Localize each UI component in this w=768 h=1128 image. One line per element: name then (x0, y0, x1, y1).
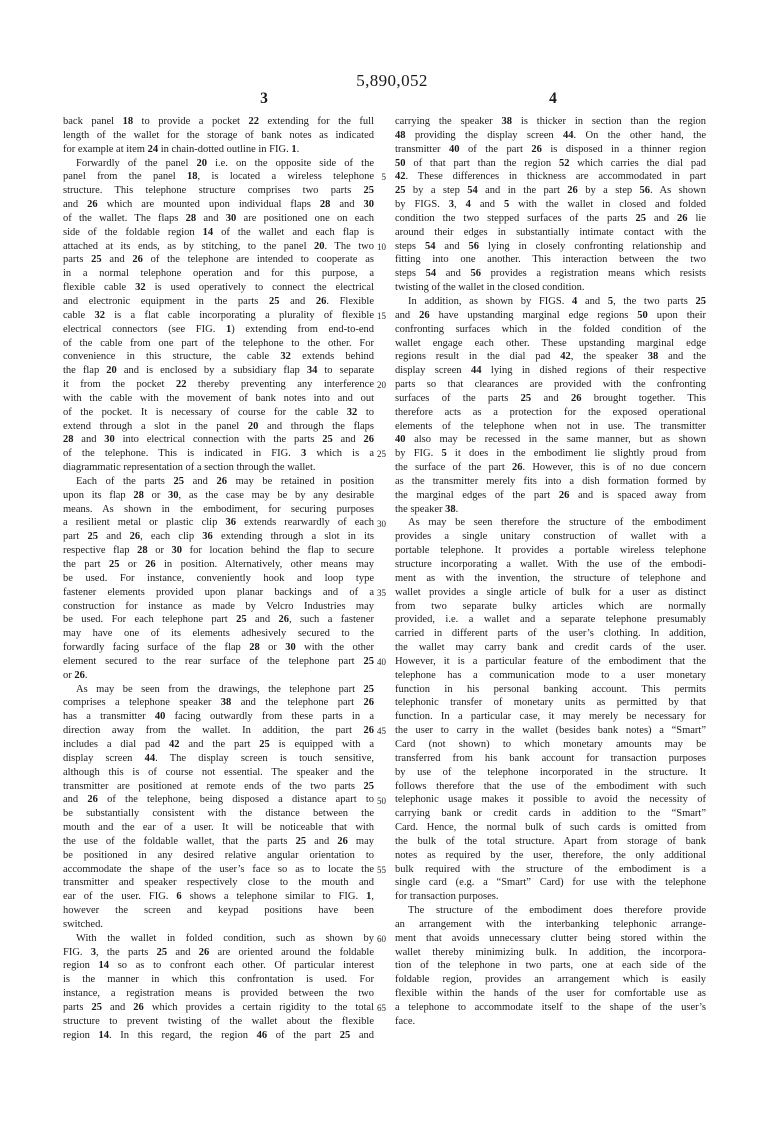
gutter-line-number: 10 (377, 241, 386, 252)
text-line: wallet engage each other. These upstanding marginal edge (395, 337, 706, 349)
text-line: wallet provides a single article of bulk for a user as distinct (395, 586, 706, 598)
text-line: 48 providing the display screen 44. On the other hand, the (395, 129, 706, 141)
text-line: the flap 20 and is enclosed by a subsidiary flap 34 to separate (63, 365, 374, 377)
gutter-line-number: 50 (377, 795, 386, 806)
text-line: 40 also may be recessed in the same manner, but as shown (395, 434, 706, 446)
text-line: accommodate the shape of the user’s face so as to locate the (63, 863, 374, 875)
text-line: notes as required by the user, therefore, the only additional (395, 849, 706, 861)
column-number-left: 3 (260, 90, 268, 107)
text-line: parts 25 and 26 which provides a certain rigidity to the total (63, 1002, 374, 1013)
text-line: portable telephone. It provides a portable wireless telephone (395, 545, 706, 557)
text-line: As may be seen therefore the structure of the embodiment (408, 517, 706, 529)
text-line: includes a dial pad 42 and the part 25 is equipped with a (63, 738, 374, 750)
text-line: structure to prevent twisting of the wallet about the flexible (63, 1015, 374, 1027)
gutter-line-number: 25 (377, 449, 386, 460)
text-line: bulk required with the structure of the embodiment is a (395, 863, 706, 875)
text-line: display screen 44. The display screen is touch sensitive, (63, 752, 374, 764)
paragraph (395, 295, 706, 517)
paragraph (63, 683, 374, 932)
text-line: function in his personal banking account. This permits (395, 683, 706, 695)
text-line: transferred from his bank account for transaction purposes (395, 752, 706, 764)
text-line: transmitter are positioned at remote ends of the two parts 25 (63, 780, 374, 792)
text-line: Card (not shown) to which monetary amounts may be (395, 738, 706, 750)
text-line: display screen 44 lying in dished regions of their respective (395, 365, 706, 377)
text-line: respective flap 28 or 30 for location behind the flap to secure (63, 545, 374, 557)
text-line: fitting into one another. This interaction between the two (395, 254, 706, 266)
text-line: steps 54 and 56 lying in closely confronting relationship and (395, 240, 706, 252)
text-line: by use of the telephone incorporated in the structure. It (395, 766, 706, 778)
text-line: foldable region, provides an arrangement which is easily (395, 974, 706, 986)
text-line: comprises a telephone speaker 38 and the telephone part 26 (63, 697, 374, 709)
paragraph (63, 157, 374, 475)
text-line: tion of the telephone in two parts, one at each side of the (395, 960, 706, 972)
text-line: and electronic equipment in the parts 25 and 26. Flexible (63, 295, 374, 307)
paragraph (63, 932, 374, 1043)
paragraph (395, 516, 706, 904)
text-line: Each of the parts 25 and 26 may be retained in position (76, 475, 374, 487)
text-line: length of the wallet for the storage of bank notes as indicated (63, 129, 374, 141)
text-line: therefore acts as a protection for the exposed operational (395, 406, 706, 418)
text-line: attached at its ends, as by stitching, to the panel 20. The two (63, 240, 374, 252)
text-line: the use of the foldable wallet, that the parts 25 and 26 may (63, 835, 374, 847)
paragraph (63, 475, 374, 683)
text-line: of the pocket. It is necessary of course for the cable 32 to (63, 406, 374, 418)
text-line: with the cable with the movement of bank notes into and out (63, 392, 374, 404)
text-line: flexible within the hands of the user for comfortable use as (395, 988, 706, 1000)
paragraph (395, 115, 706, 295)
text-line: structure incorporating a wallet. With the use of the embodi- (395, 559, 706, 570)
text-line: from two separate bulky articles which are normally (395, 600, 706, 612)
text-line: be used. For each telephone part 25 and 26, such a fastener (63, 614, 374, 626)
text-line: forwardly facing surface of the flap 28 or 30 with the other (63, 642, 374, 654)
gutter-line-number: 15 (377, 310, 386, 321)
text-line: condition the two stepped surfaces of the parts 25 and 26 lie (395, 212, 706, 224)
text-line: by FIGS. 3, 4 and 5 with the wallet in closed and folded (395, 199, 706, 211)
text-line: it from the pocket 22 thereby preventing any interference (63, 379, 374, 391)
text-line: region 14. In this regard, the region 46 of the part 25 and (63, 1029, 374, 1041)
text-line: panel from the panel 18, is located a wireless telephone (63, 171, 374, 183)
text-line: follows therefore that the use of the embodiment with such (395, 780, 706, 792)
text-line: part 25 and 26, each clip 36 extending through a slot in its (63, 531, 374, 543)
text-line: FIG. 3, the parts 25 and 26 are oriented around the foldable (63, 946, 374, 958)
text-line: for transaction purposes. (395, 891, 499, 903)
text-line: direction away from the wallet. In addition, the part 26 (63, 725, 374, 737)
text-line: means. As shown in the embodiment, for securing purposes (63, 503, 374, 515)
text-line: upon its flap 28 or 30, as the case may be by any desirable (63, 489, 374, 501)
text-line: by FIG. 5 it does in the embodiment lie slightly proud from (395, 448, 706, 460)
text-line: and 26 which are mounted upon individual flaps 28 and 30 (63, 199, 374, 211)
gutter-line-number: 20 (377, 380, 386, 391)
text-line: however the screen and keypad positions have been (63, 905, 374, 917)
text-line: In addition, as shown by FIGS. 4 and 5, the two parts 25 (408, 295, 706, 307)
text-line: wallet thereby minimizing bulk. In addition, the incorpora- (395, 946, 706, 958)
text-line: 50 of that part than the region 52 which carries the dial pad (395, 157, 706, 169)
text-line: as the transmitter merely fits into a dish formation formed by (395, 475, 706, 487)
text-line: electrical connectors (see FIG. 1) extending from end-to-end (63, 323, 374, 335)
text-line: confronting surfaces which in the folded condition of the (395, 323, 706, 335)
gutter-line-number: 60 (377, 934, 386, 945)
patent-number: 5,890,052 (356, 71, 428, 90)
text-line: transmitter and speaker respectively close to the mouth and (63, 877, 374, 889)
text-line: telephone has a communication mode to a user monetary (395, 669, 706, 681)
text-line: Forwardly of the panel 20 i.e. on the opposite side of the (76, 157, 374, 169)
gutter-line-number: 5 (381, 172, 386, 183)
text-line: fastener elements provided upon planar backings and of a (63, 586, 374, 598)
text-line: 25 by a step 54 and in the part 26 by a step 56. As shown (395, 185, 706, 197)
text-line: is the manner in which this confrontation is used. For (63, 974, 374, 986)
text-line: an arrangement with the interbanking telephonic arrange- (395, 918, 706, 930)
text-line: surfaces of the parts 25 and 26 brought together. This (395, 392, 706, 404)
gutter-line-number: 35 (377, 587, 386, 598)
text-line: in a normal telephone operation and for this purpose, a (63, 268, 374, 280)
text-line: twisting of the wallet in the closed condition. (395, 282, 585, 294)
text-line: elements of the telephone when not in use. The transmitter (395, 420, 706, 432)
text-line: although this is of course not essential. The speaker and the (63, 766, 374, 778)
text-line: face. (395, 1015, 416, 1027)
text-line: region 14 so as to confront each other. Of particular interest (63, 960, 374, 972)
text-line: back panel 18 to provide a pocket 22 extending for the full (63, 116, 374, 127)
text-column-left (63, 115, 374, 1043)
text-line: convenience in this structure, the cable 32 extends behind (63, 351, 374, 363)
text-line: the bulk of the total structure. Apart from storage of bank (395, 835, 706, 847)
text-line: provided, i.e. a wallet and a separate telephone presumably (395, 614, 706, 626)
text-line: a telephone to accommodate itself to the shape of the user’s (395, 1002, 706, 1013)
text-line: of the cable from one part of the telephone to the other. For (63, 337, 374, 349)
text-line: ment as with the invention, the structure of telephone and (395, 572, 706, 584)
paragraph (395, 904, 706, 1029)
paragraph (63, 115, 374, 157)
text-line: 42. These differences in thickness are accommodated in part (395, 171, 706, 183)
text-line: a resilient metal or plastic clip 36 extends rearwardly of each (63, 517, 374, 529)
text-line: be positioned in any desired relative angular orientation to (63, 849, 374, 861)
text-line: parts so that clearances are provided with the confronting (395, 379, 706, 391)
text-line: and 26 have upstanding marginal edge regions 50 upon their (395, 309, 706, 321)
text-line: extend through a slot in the panel 20 and through the flaps (63, 420, 374, 432)
text-line: for example at item 24 in chain-dotted outline in FIG. 1. (63, 143, 300, 155)
text-line: structure. This telephone structure comprises two parts 25 (63, 185, 374, 197)
text-line: construction for instance as made by Velcro Industries may (63, 600, 374, 612)
text-line: telephonic usage makes it possible to avoid the necessity of (395, 794, 706, 806)
text-line: diagrammatic representation of a section through the wallet. (63, 462, 316, 474)
text-line: the marginal edges of the part 26 and is spaced away from (395, 489, 706, 501)
text-line: As may be seen from the drawings, the telephone part 25 (76, 683, 374, 695)
column-number-right: 4 (549, 90, 557, 107)
text-line: 28 and 30 into electrical connection with the parts 25 and 26 (63, 434, 374, 446)
text-line: cable 32 is a flat cable incorporating a plurality of flexible (63, 309, 374, 321)
text-line: or 26. (63, 669, 88, 681)
text-line: has a transmitter 40 facing outwardly from these parts in a (63, 711, 374, 723)
text-line: the surface of the part 26. However, this is of no due concern (395, 462, 706, 474)
text-line: telephonic transfer of monetary units as permitted by that (395, 697, 706, 709)
text-line: carrying the speaker 38 is thicker in section than the region (395, 116, 706, 127)
text-line: With the wallet in folded condition, such as shown by (76, 932, 374, 944)
gutter-line-number: 65 (377, 1003, 386, 1014)
text-line: side of the foldable region 14 of the wallet and each flap is (63, 226, 374, 238)
text-line: Card. Hence, the normal bulk of such cards is omitted from (395, 822, 706, 834)
text-line: ear of the user. FIG. 6 shows a telephone similar to FIG. 1, (63, 891, 374, 903)
text-line: around their edges in substantially intimate contact with the (395, 226, 706, 238)
text-line: instance, a registration means is provided between the two (63, 988, 374, 1000)
text-line: and 26 of the telephone, being disposed a distance apart to (63, 794, 374, 806)
text-line: be used. For instance, conveniently hook and loop type (63, 572, 374, 584)
text-line: of the wallet. The flaps 28 and 30 are positioned one on each (63, 212, 374, 224)
text-line: regions result in the dial pad 42, the speaker 38 and the (395, 351, 706, 363)
text-line: the wallet may carry bank and credit cards of the user. (395, 642, 706, 654)
text-line: parts 25 and 26 of the telephone are intended to cooperate as (63, 254, 374, 266)
text-line: function. In a particular case, it may merely be necessary for (395, 711, 706, 723)
text-line: carried in different parts of the user’s clothing. In addition, (395, 628, 706, 640)
gutter-line-number: 45 (377, 726, 386, 737)
text-line: ment that avoids unnecessary clutter being stored within the (395, 932, 706, 944)
text-line: be substantially consistent with the distance between the (63, 808, 374, 820)
text-line: mouth and the ear of a user. It will be noticeable that with (63, 822, 374, 834)
gutter-line-number: 40 (377, 657, 386, 668)
gutter-line-number: 30 (377, 518, 386, 529)
text-line: the part 25 or 26 in position. Alternatively, other means may (63, 559, 374, 570)
text-line: of the telephone. This is indicated in FIG. 3 which is a (63, 448, 374, 460)
text-line: the user to carry in the wallet (besides bank notes) a “Smart” (395, 725, 706, 737)
text-line: switched. (63, 918, 103, 930)
text-line: single card (e.g. a “Smart” Card) for use with the telephone (395, 877, 706, 889)
text-line: However, it is a particular feature of the embodiment that the (395, 655, 706, 667)
text-line: carrying bank or credit cards in addition to the “Smart” (395, 808, 706, 820)
text-line: The structure of the embodiment does therefore provide (408, 905, 706, 917)
gutter-line-number: 55 (377, 864, 386, 875)
text-line: provides a single unitary construction of wallet with a (395, 531, 706, 543)
text-line: the speaker 38. (395, 503, 459, 515)
text-line: flexible cable 32 is used operatively to connect the electrical (63, 282, 374, 294)
text-line: steps 54 and 56 provides a registration means which resists (395, 268, 706, 280)
text-line: element secured to the rear surface of the telephone part 25 (63, 655, 374, 667)
text-column-right (395, 115, 706, 1029)
text-line: transmitter 40 of the part 26 is disposed in a thinner region (395, 143, 706, 155)
text-line: may have one of its elements adhesively secured to the (63, 628, 374, 640)
